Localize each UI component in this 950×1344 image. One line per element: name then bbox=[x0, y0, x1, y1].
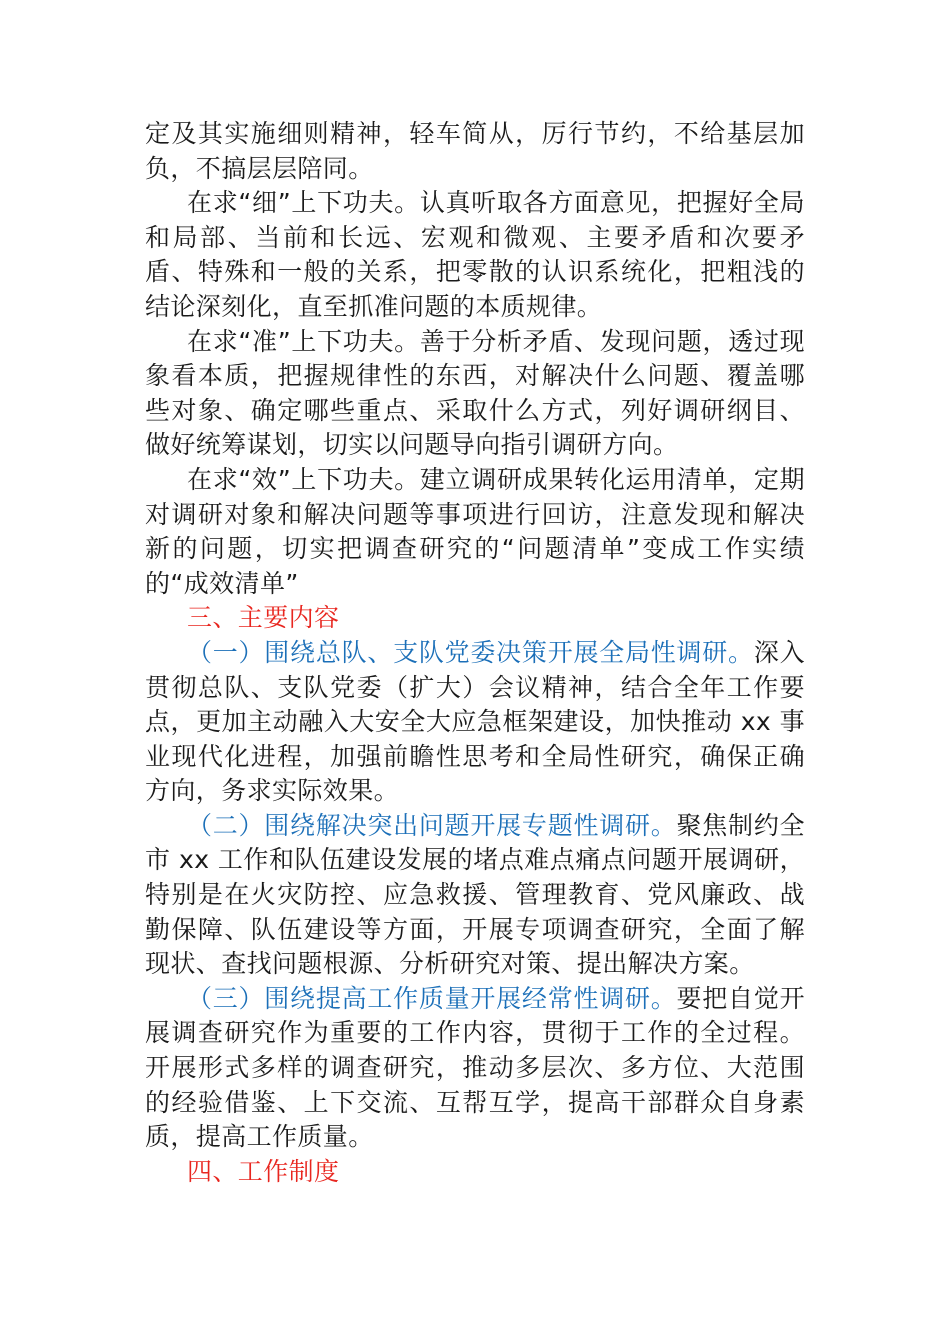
subheading-overall-research: （一）围绕总队、支队党委决策开展全局性调研。 bbox=[187, 637, 754, 667]
list-item-body: 要把自觉开展调查研究作为重要的工作内容，贯彻于工作的全过程。开展形式多样的调查研究，推动多层次、多方位、大范围的经验借鉴、上下交流、互帮互学，提高干部群众自身素质，提高工作质量。 bbox=[145, 983, 805, 1152]
section-heading-work-system: 四、工作制度 bbox=[187, 1156, 340, 1186]
subheading-regular-research: （三）围绕提高工作质量开展经常性调研。 bbox=[187, 983, 677, 1013]
list-item bbox=[145, 636, 805, 809]
section-heading-main-content: 三、主要内容 bbox=[187, 603, 340, 633]
list-item bbox=[145, 809, 805, 982]
document-page bbox=[145, 117, 805, 1189]
paragraph-accuracy: 在求“准”上下功夫。善于分析矛盾、发现问题，透过现象看本质，把握规律性的东西，对解决什么问题、覆盖哪些对象、确定哪些重点、采取什么方式，列好调研纲目、做好统筹谋划，切实以问题导向指引调研方向。 bbox=[145, 326, 805, 460]
subheading-topical-research: （二）围绕解决突出问题开展专题性调研。 bbox=[187, 810, 677, 840]
list-item bbox=[145, 982, 805, 1155]
paragraph-continuation: 定及其实施细则精神，轻车简从，厉行节约，不给基层加负，不搞层层陪同。 bbox=[145, 119, 805, 183]
list-item-body: 聚焦制约全市 xx 工作和队伍建设发展的堵点难点痛点问题开展调研，特别是在火灾防控、应急救援、管理教育、党风廉政、战勤保障、队伍建设等方面，开展专项调查研究，全面了解现状、查找问题根源、分析研究对策、提出解决方案。 bbox=[145, 810, 805, 979]
paragraph-detail: 在求“细”上下功夫。认真听取各方面意见，把握好全局和局部、当前和长远、宏观和微观、主要矛盾和次要矛盾、特殊和一般的关系，把零散的认识系统化，把粗浅的结论深刻化，直至抓准问题的本质规律。 bbox=[145, 188, 805, 321]
list-item-body: 深入贯彻总队、支队党委（扩大）会议精神，结合全年工作要点，更加主动融入大安全大应急框架建设，加快推动 xx 事业现代化进程，加强前瞻性思考和全局性研究，确保正确方向，务求实际效果。 bbox=[145, 637, 805, 806]
paragraph-effect: 在求“效”上下功夫。建立调研成果转化运用清单，定期对调研对象和解决问题等事项进行回访，注意发现和解决新的问题，切实把调查研究的“问题清单”变成工作实绩的“成效清单” bbox=[145, 464, 805, 598]
